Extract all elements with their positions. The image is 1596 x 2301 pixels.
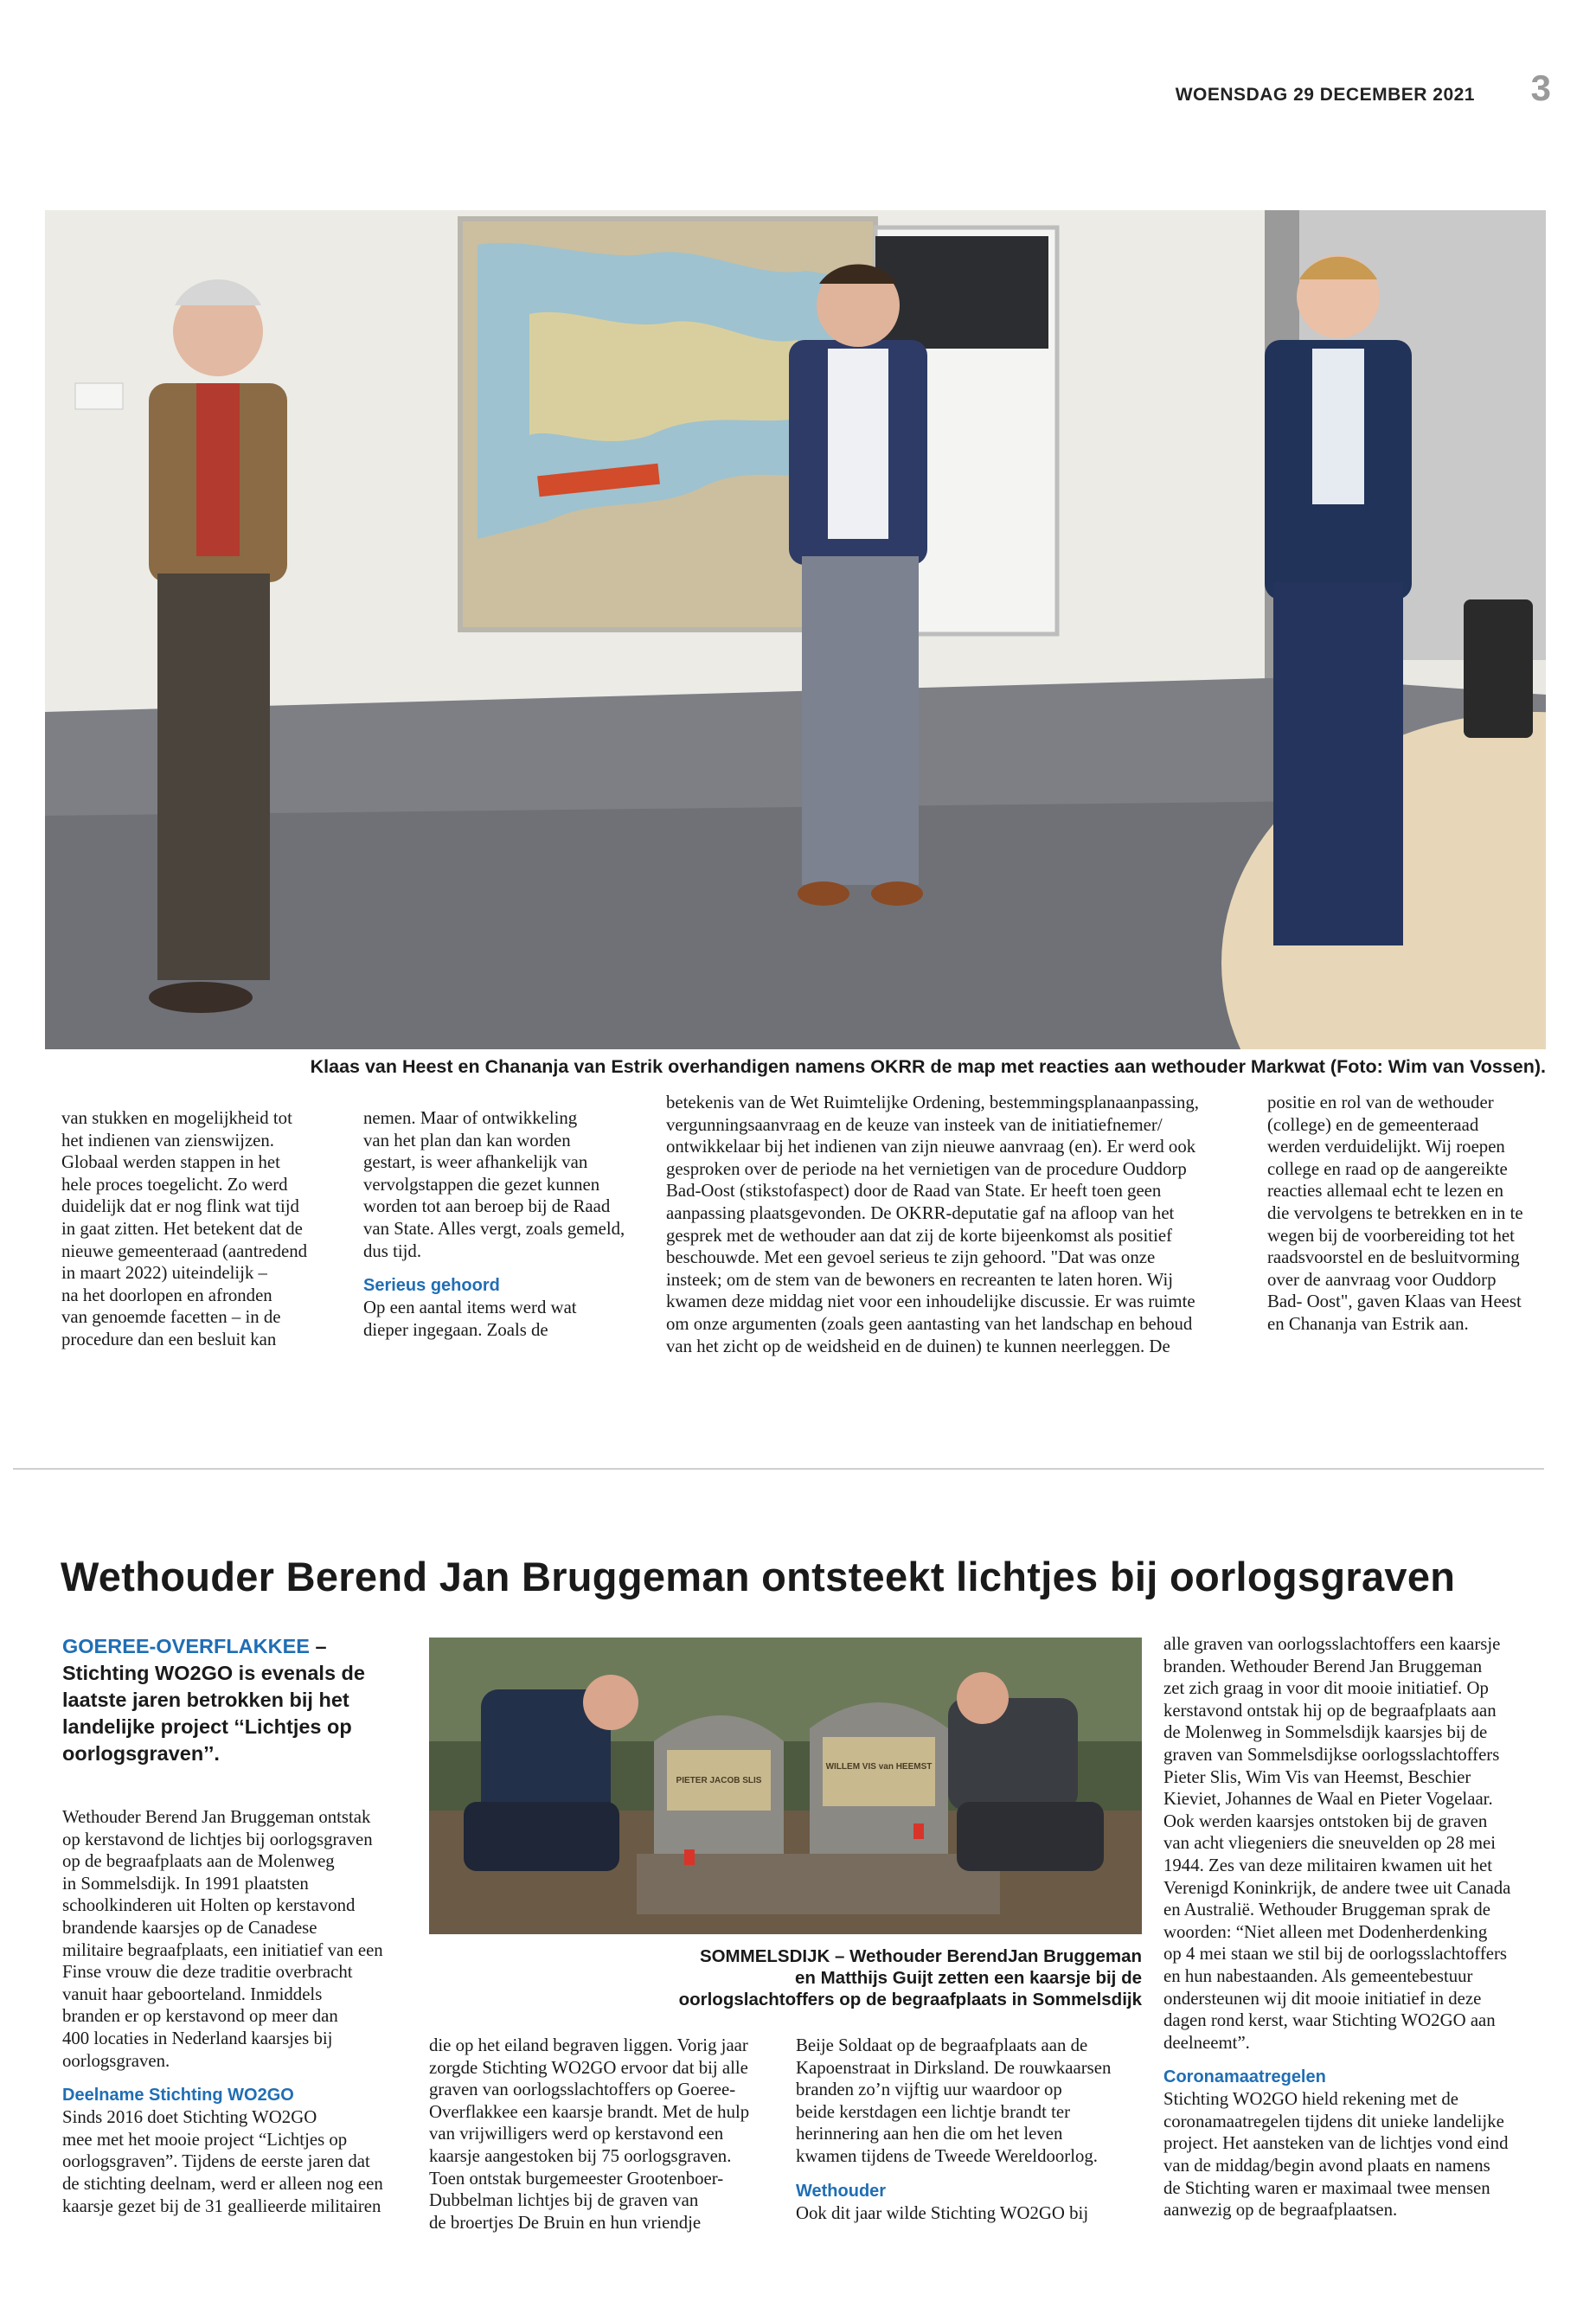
article2-column-3 bbox=[796, 2035, 1142, 2224]
article2-lead-text: Stichting WO2GO is evenals de laatste jaren betrokken bij het landelijke project ‘‘Lichtjes op oorlogsgraven’’. bbox=[62, 1662, 365, 1765]
gravestone-right-inscription: WILLEM VIS van HEEMST bbox=[825, 1762, 933, 1772]
article2-headline: Wethouder Berend Jan Bruggeman ontsteekt lichtjes bij oorlogsgraven bbox=[61, 1554, 1456, 1599]
article2-column-2 bbox=[429, 2035, 779, 2234]
article1-col3-text: betekenis van de Wet Ruimtelijke Ordening, bestemmingsplanaanpassing, vergunningsaanvraag en de keuze van insteek van de initiatiefnemer/ ontwikkelaar bij het indienen van zijn nieuwe aanvraag (en). Er werd ook gesproken over de periode na het vernietigen van de procedure Ouddorp Bad-Oost (stikstofaspect) door de Raad van State. Er heeft toen geen aanpassing plaatsgevonden. De OKRR-deputatie gaf na afloop van het gesprek met de wethouder aan dat zij de korte bijeenkomst als positief beschouwde. Met een gevoel serieus te zijn gehoord. "Dat was onze insteek; om de stem van de bewoners en recreanten te laten horen. Wij kwamen deze middag niet voor een inhoudelijke discussie. Er was ruimte om onze argumenten (zoals geen aantasting van het landschap en behoud van het zicht op de weidsheid en de duinen) te kunnen neerleggen. De bbox=[666, 1093, 1199, 1356]
lead-dash: – bbox=[309, 1635, 327, 1657]
gravestone-left-inscription: PIETER JACOB SLIS bbox=[676, 1776, 762, 1785]
article1-col4-text: positie en rol van de wethouder (college) en de gemeenteraad werden verduidelijkt. Wij roepen college en raad op de aangereikte reacties allemaal echt te lezen en die vervolgens te betrekken en in te wegen bij de voorbereiding tot het raadsvoorstel en de besluitvorming over de aanvraag voor Ouddorp Bad- Oost", gaven Klaas van Heest en Chananja van Estrik aan. bbox=[1267, 1093, 1523, 1334]
page-number: 3 bbox=[1530, 67, 1551, 108]
photo-office-handover bbox=[45, 210, 1546, 1049]
article1-column-4 bbox=[1267, 1092, 1553, 1336]
subhead-deelname: Deelname Stichting WO2GO bbox=[62, 2086, 294, 2106]
article1-column-1 bbox=[61, 1107, 347, 1351]
article2-col1-text-b: Sinds 2016 doet Stichting WO2GO mee met het mooie project “Lichtjes op oorlogsgraven”. Tijdens de eerste jaren dat de stichting deelnam, werd er alleen nog een kaarsje gezet bij de 31 geallieerde militairen bbox=[62, 2107, 383, 2216]
article2-column-4 bbox=[1163, 1633, 1553, 2221]
article1-column-3 bbox=[666, 1092, 1254, 1357]
photo-gravestones-candles bbox=[429, 1638, 1142, 1934]
article2-lead bbox=[62, 1633, 404, 1767]
article-divider bbox=[13, 1468, 1544, 1470]
photo-caption-graves: SOMMELSDIJK – Wethouder BerendJan Bruggeman en Matthijs Guijt zetten een kaarsje bij de oorlogslachtoffers op de begraafplaats in Sommelsdijk bbox=[678, 1946, 1142, 2009]
article2-col4-text: alle graven van oorlogsslachtoffers een kaarsje branden. Wethouder Berend Jan Bruggeman zet zich graag in voor dit mooie initiatief. Op kerstavond ontstak hij op de begraafplaats aan de Molenweg in Sommelsdijk kaarsjes bij de graven van Sommelsdijkse oorlogsslachtoffers Pieter Slis, Wim Vis van Heemst, Beschier Kieviet, Johannes de Waal en Pieter Vogelaar. Ook werden kaarsjes ontstoken bij de graven van acht vliegeniers die sneuvelden op 28 mei 1944. Zes van deze militairen kwamen uit het Verenigd Koninkrijk, de andere twee uit Canada en Australië. Wethouder Bruggeman sprak de woorden: “Niet alleen met Dodenherdenking op 4 mei staan we stil bij de oorlogsslachtoffers en hun nabestaanden. Als gemeentebestuur ondersteunen wij dit mooie initiatief in deze dagen rond kerst, waar Stichting WO2GO aan deelneemt”. bbox=[1163, 1634, 1511, 2053]
subhead-wethouder: Wethouder bbox=[796, 2181, 887, 2201]
article2-column-1 bbox=[62, 1806, 421, 2217]
article2-col1-text: Wethouder Berend Jan Bruggeman ontstak op kerstavond de lichtjes bij oorlogsgraven op de begraafplaats aan de Molenweg in Sommelsdijk. In 1991 plaatsten schoolkinderen uit Holten op kerstavond brandende kaarsjes op de Canadese militaire begraafplaats, een initiatief van een Finse vrouw die deze traditie overbracht vanuit haar geboorteland. Inmiddels branden er op kerstavond op meer dan 400 locaties in Nederland kaarsjes bij oorlogsgraven. bbox=[62, 1807, 383, 2071]
issue-date: WOENSDAG 29 DECEMBER 2021 bbox=[1175, 85, 1475, 105]
subhead-coronamaatregelen: Coronamaatregelen bbox=[1163, 2067, 1326, 2087]
subhead-serieus-gehoord: Serieus gehoord bbox=[363, 1276, 500, 1296]
article2-col3-text-b: Ook dit jaar wilde Stichting WO2GO bij bbox=[796, 2202, 1089, 2223]
article1-col2-text: nemen. Maar of ontwikkeling van het plan dan kan worden gestart, is weer afhankelijk van vervolgstappen die gezet kunnen worden tot aan beroep bij de Raad van State. Alles vergt, zoals gemeld, dus tijd. bbox=[363, 1108, 625, 1261]
article1-column-2 bbox=[363, 1107, 649, 1341]
article2-col2-text: die op het eiland begraven liggen. Vorig jaar zorgde Stichting WO2GO ervoor dat bij alle graven van oorlogsslachtoffers op Goeree- Overflakkee een kaarsje brandt. Met de hulp van vrijwilligers werd op kerstavond een kaarsje aangestoken bij 75 oorlogsgraven. Toen ontstak burgemeester Grootenboer- Dubbelman lichtjes bij de graven van de broertjes De Bruin en hun vriendje bbox=[429, 2035, 750, 2233]
article2-col3-text: Beije Soldaat op de begraafplaats aan de Kapoenstraat in Dirksland. De rouwkaarsen branden zo’n vijftig uur waardoor op beide kerstdagen een lichtje brandt ter herinnering aan hen die om het leven kwamen tijdens de Tweede Wereldoorlog. bbox=[796, 2035, 1112, 2166]
photo-caption-office: Klaas van Heest en Chananja van Estrik overhandigen namens OKRR de map met reacties aan wethouder Markwat (Foto: Wim van Vossen). bbox=[310, 1056, 1546, 1077]
article2-col4-text-b: Stichting WO2GO hield rekening met de coronamaatregelen tijdens dit unieke landelijke project. Het aansteken van de lichtjes vond eind van de middag/begin avond plaats en namens de Stichting waren er maximaal twee mensen aanwezig op de begraafplaatsen. bbox=[1163, 2089, 1509, 2221]
article1-col2-text-b: Op een aantal items werd wat dieper ingegaan. Zoals de bbox=[363, 1298, 577, 1340]
article2-kicker: GOEREE-OVERFLAKKEE bbox=[62, 1635, 310, 1657]
article1-col1-text: van stukken en mogelijkheid tot het indienen van zienswijzen. Globaal werden stappen in het hele proces toegelicht. Zo werd duidelijk dat er nog flink wat tijd in gaat zitten. Het betekent dat de nieuwe gemeenteraad (aantredend in maart 2022) uiteindelijk – na het doorlopen en afronden van genoemde facetten – in de procedure dan een besluit kan bbox=[61, 1108, 308, 1349]
